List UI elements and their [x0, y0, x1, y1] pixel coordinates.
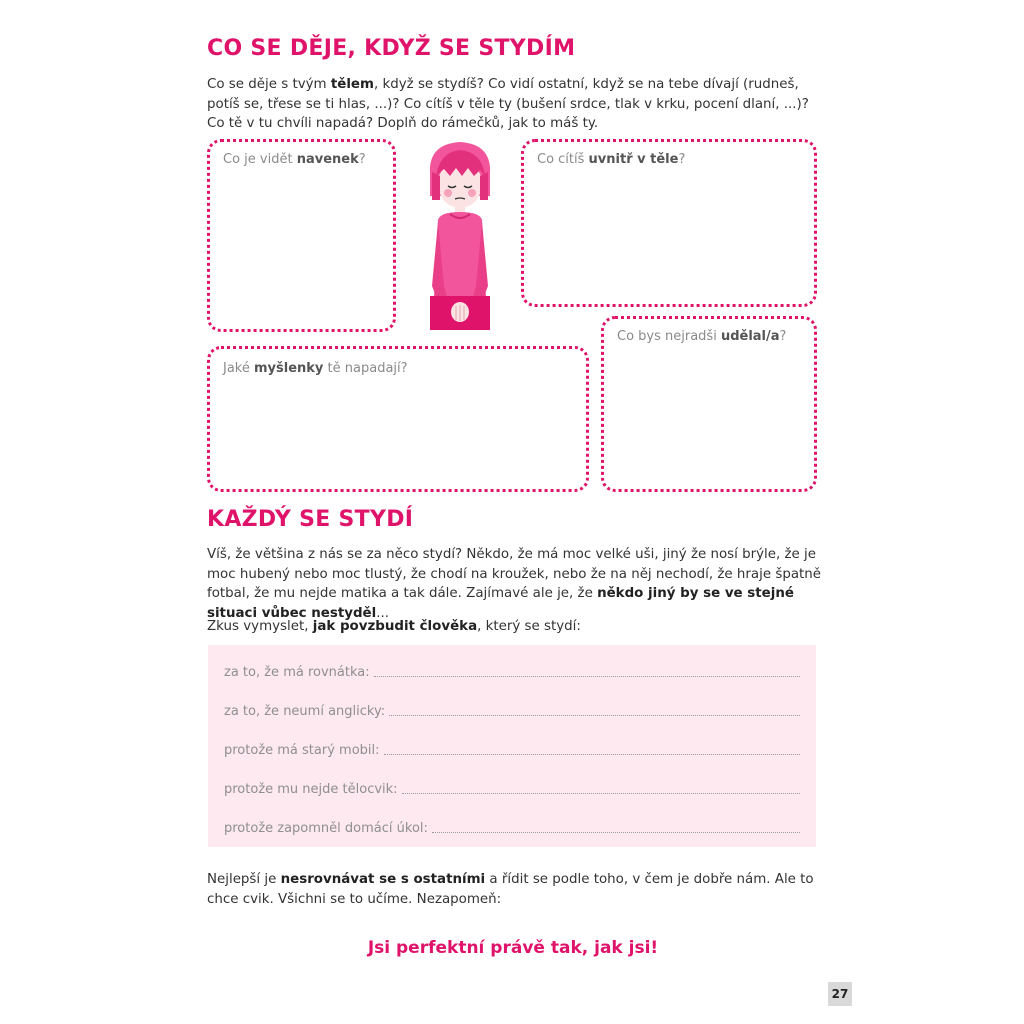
dotted-line: [374, 675, 800, 677]
answer-line-3[interactable]: [224, 743, 800, 758]
line-label: protože mu nejde tělocvik:: [224, 782, 398, 797]
box-inside-label: Co cítíš uvnitř v těle?: [537, 152, 686, 167]
line-label: protože zapomněl domácí úkol:: [224, 821, 428, 836]
dotted-line: [389, 714, 800, 716]
line-label: za to, že neumí anglicky:: [224, 704, 386, 719]
page-number: 27: [828, 982, 852, 1006]
answer-line-5[interactable]: [224, 821, 800, 836]
section2-prompt: Zkus vymyslet, jak povzbudit člověka, který se stydí:: [207, 619, 581, 634]
box-inside[interactable]: [521, 139, 817, 307]
line-label: protože má starý mobil:: [224, 743, 380, 758]
encouragement-panel: [208, 645, 816, 847]
box-thoughts[interactable]: [207, 346, 589, 492]
shy-girl-illustration: [410, 136, 510, 336]
answer-line-4[interactable]: [224, 782, 800, 797]
section-intro: Co se děje s tvým tělem, když se stydíš? Co vidí ostatní, když se na tebe dívají (rudneš, potíš se, třese se ti hlas, ...)? Co cítíš v těle ty (bušení srdce, tlak v krku, pocení dlaní, ...)? Co tě v tu chvíli napadá? Doplň do rámečků, jak to máš ty.: [207, 77, 809, 131]
answer-line-1[interactable]: [224, 665, 800, 680]
section-title-shame: CO SE DĚJE, KDYŽ SE STYDÍM: [207, 36, 576, 61]
section2-intro: Víš, že většina z nás se za něco stydí? Někdo, že má moc velké uši, jiný že nosí brýle, že je moc hubený nebo moc tlustý, že chodí na kroužek, nebo že na něj nechodí, že hraje špatně fotbal, že mu nejde matika a tak dále. Zajímavé ale je, že někdo jiný by se ve stejné situaci vůbec nestyděl...: [207, 547, 822, 621]
box-action[interactable]: [601, 316, 817, 492]
section-title-everyone: KAŽDÝ SE STYDÍ: [207, 507, 414, 532]
box-outside-label: Co je vidět navenek?: [223, 152, 366, 167]
box-action-label: Co bys nejradši udělal/a?: [617, 329, 787, 344]
box-thoughts-label: Jaké myšlenky tě napadají?: [223, 361, 408, 376]
line-label: za to, že má rovnátka:: [224, 665, 370, 680]
answer-line-2[interactable]: [224, 704, 800, 719]
section2-outro: Nejlepší je nesrovnávat se s ostatními a řídit se podle toho, v čem je dobře nám. Ale to chce cvik. Všichni se to učíme. Nezapomeň:: [207, 872, 814, 907]
final-message: Jsi perfektní právě tak, jak jsi!: [367, 938, 659, 958]
dotted-line: [402, 792, 800, 794]
dotted-line: [384, 753, 800, 755]
box-outside[interactable]: [207, 139, 396, 332]
dotted-line: [432, 831, 800, 833]
